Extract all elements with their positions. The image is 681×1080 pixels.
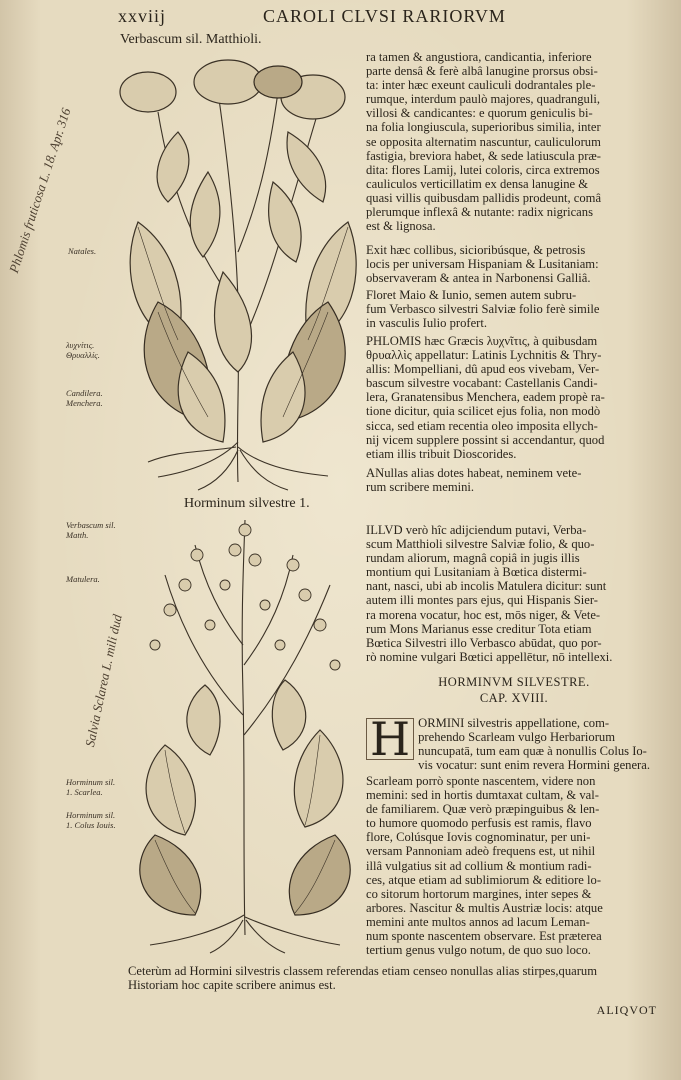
margin-note-candilera: Candilera. Menchera.	[66, 388, 103, 408]
folio-number: xxviij	[118, 6, 167, 26]
text-line: co sitorum hortorum margines, inter sepes &	[366, 886, 592, 901]
text-line: rundam aliorum, magnâ copiâ in jugis illis	[366, 551, 580, 566]
margin-note-natales: Natales.	[68, 246, 97, 256]
text-line: illâ vulgatius sit ad collium & montium radi-	[366, 858, 592, 873]
text-line: quasi villis quibusdam pallidis prodeunt, comâ	[366, 190, 602, 205]
text-line: nant, nasci, ubi ab incolis Matulera dicitur: sunt	[366, 579, 607, 594]
caption-bottom-plant: Horminum silvestre 1.	[184, 496, 310, 511]
text-line: quarum Historiam hoc capite scribere animus est.	[128, 964, 597, 992]
text-line: rò nomine vulgari Bœtici appellētur, nō intellexi.	[366, 649, 613, 664]
text-line: in vasculis Iulio profert.	[366, 316, 488, 331]
margin-note-greek: λυχνίτις. Θρυαλλίς.	[66, 340, 100, 360]
text-block-names	[366, 334, 662, 461]
text-line: allis: Mompelliani, dû apud eos vivebam, Ver-	[366, 362, 600, 377]
text-line: etiam illis tribuit Dioscorides.	[366, 446, 517, 461]
handwritten-note-bottom: Salvia Sclarea L. mili dud	[82, 613, 125, 749]
text-block-scarlea	[366, 774, 662, 957]
text-line: arbores. Nascitur & multis Austriæ locis: atque	[366, 900, 603, 915]
margin-note-matulera: Matulera.	[66, 574, 100, 584]
text-line: dita: flores Lamij, lutei coloris, circa extremos	[366, 162, 600, 177]
text-line: est & lignosa.	[366, 219, 436, 234]
horminum-illustration	[125, 515, 365, 955]
text-line: plerumque inflexâ & nutante: radix nigricans	[366, 205, 593, 220]
margin-note-horminum-1: Horminum sil. 1. Scarlea.	[66, 777, 116, 797]
text-line: nij vicem supplere possint si accendantur, quod	[366, 432, 605, 447]
text-block-description	[366, 50, 662, 233]
text-line: se opposita alternatim nascuntur, cauliculorum	[366, 134, 601, 149]
running-title: CAROLI CLVSI RARIORVM	[263, 6, 506, 26]
text-line: villosi & candicantes: e quorum geniculis bi-	[366, 106, 593, 121]
text-line: bascum silvestre vocabant: Castellanis Candi-	[366, 376, 598, 391]
text-line: vis vocatur: sunt enim revera Hormini genera.	[418, 758, 650, 773]
text-line: memini ante multos annos ad lacum Leman-	[366, 914, 590, 929]
catchword: ALIQVOT	[596, 1003, 657, 1017]
text-line: to humore quomodo perfusis est ramis, flavo	[366, 816, 592, 831]
text-line: memini: sed in hortis dumtaxat cultam, & val-	[366, 788, 599, 803]
handwritten-note-top: Phlomis fruticosa L. 18. Apr. 316	[6, 106, 74, 275]
text-line: tertium genus vulgo notum, de quo suo loco.	[366, 943, 591, 958]
text-line: na folia longiuscula, superioribus similia, inter	[366, 120, 601, 135]
chapter-number: CAP. XVIII.	[479, 691, 549, 705]
section-title: HORMINVM SILVESTRE.	[438, 675, 590, 689]
text-line: locis per universam Hispaniam & Lusitaniam:	[366, 257, 599, 272]
text-line: PHLOMIS hæc Græcis λυχνῖτις, à quibusdam	[366, 334, 598, 348]
text-line: scum Matthioli silvestre Salviæ folio, & quo-	[366, 537, 595, 552]
margin-note-horminum-2: Horminum sil. 1. Colus Iouis.	[66, 810, 116, 830]
text-block-habitat	[366, 243, 662, 285]
text-line: nuncupatā, tum eam quæ à nonullis Colus Io-	[418, 744, 647, 759]
text-line: flore, Colúsque Iovis cognominatur, per uni-	[366, 830, 591, 845]
text-line: ILLVD verò hîc adijciendum putavi, Verba-	[366, 523, 587, 537]
text-line: rum scribere memini.	[366, 480, 475, 495]
text-line: fum Verbasco silvestri Salviæ folio ferè simile	[366, 302, 600, 317]
text-line: num sponte nascentem observare. Est præterea	[366, 929, 602, 944]
text-line: fastigia, breviora habet, & sede latiuscula præ-	[366, 148, 602, 163]
text-line: ORMINI silvestris appellatione, com-	[418, 716, 610, 730]
text-line: Ceterùm ad Hormini silvestris classem referendas etiam censeo nonullas alias stirpes,	[128, 964, 559, 978]
text-line: autem illi montes pars ejus, qui Hispanis Sier-	[366, 593, 599, 608]
text-line: ra tamen & angustiora, candicantia, inferiore	[366, 50, 592, 64]
text-line: cauliculos verticillatim ex densa lanugine &	[366, 176, 589, 191]
text-line: Bœtica Silvestri illo Verbasco abūdat, quo por-	[366, 635, 602, 650]
text-line: ces, atque etiam ad sublimiorum & editiore lo-	[366, 872, 602, 887]
text-line: tione dicitur, quia scilicet ejus folia, non modò	[366, 404, 601, 419]
text-line: observaveram & antea in Narbonensi Galliâ.	[366, 271, 591, 286]
text-line: ANullas alias dotes habeat, neminem vete-	[366, 466, 582, 480]
text-line: rumque, interdum paulò majores, quadranguli,	[366, 92, 600, 107]
drop-cap-initial: H	[366, 718, 414, 760]
margin-note-verbascum: Verbascum sil. Matth.	[66, 520, 116, 540]
text-block-chapter-intro	[366, 712, 662, 773]
caption-top-plant: Verbascum sil. Matthioli.	[120, 32, 262, 47]
page-header	[118, 6, 538, 28]
verbascum-illustration	[118, 52, 368, 492]
text-line: Scarleam porrò sponte nascentem, videre non	[366, 774, 596, 788]
text-line: ta: inter hæc exeunt cauliculi dodrantales ple-	[366, 78, 596, 93]
text-line: versam Pannoniam adeò frequens est, ut nihil	[366, 844, 596, 859]
text-line: sicca, sed etiam recentia oleo imposita ellych-	[366, 418, 598, 433]
text-line: de familiarem. Quæ verò præpinguibus & len-	[366, 802, 600, 817]
text-line: ra morena vocatur, hoc est, mōs niger, & Vete-	[366, 607, 601, 622]
text-line: Floret Maio & Iunio, semen autem subru-	[366, 288, 577, 302]
text-line: parte densâ & ferè albâ lanugine prorsus obsi-	[366, 64, 598, 79]
text-block-closing	[128, 964, 648, 992]
text-line: θρυαλλὶς appellatur: Latinis Lychnitis & Thry-	[366, 348, 602, 363]
text-block-flowering	[366, 288, 662, 330]
text-line: montium qui Lusitaniam à Bœtica distermi-	[366, 565, 587, 580]
text-block-addendum	[366, 523, 662, 664]
text-line: prehendo Scarleam vulgo Herbariorum	[418, 730, 616, 745]
text-line: rum Mons Marianus esse creditur Tota etiam	[366, 621, 592, 636]
text-line: Exit hæc collibus, sicioribúsque, & petrosis	[366, 243, 586, 257]
text-line: lera, Granatensibus Menchera, eadem propè ra-	[366, 390, 605, 405]
text-block-uses	[366, 466, 662, 494]
